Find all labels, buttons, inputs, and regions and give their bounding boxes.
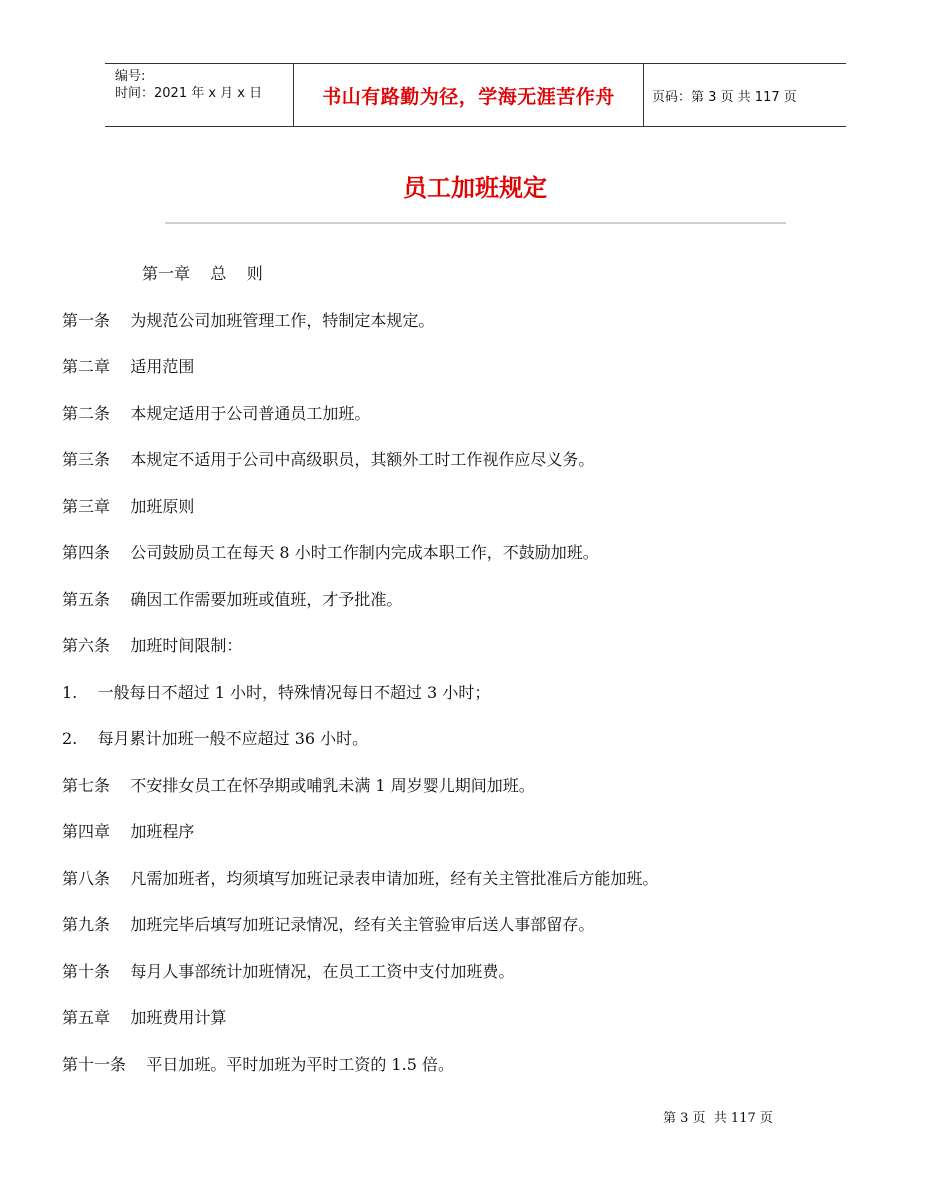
list-item: 2. 每月累计加班一般不应超过 36 小时。: [62, 729, 369, 748]
header-motto: 书山有路勤为径，学海无涯苦作舟: [294, 64, 644, 126]
article-line: 第十条 每月人事部统计加班情况，在员工工资中支付加班费。: [62, 961, 515, 981]
article-line: 第六条 加班时间限制：: [62, 636, 243, 655]
list-item: 1. 一般每日不超过 1 小时，特殊情况每日不超过 3 小时；: [62, 682, 491, 702]
header-page-info: 页码：第 3 页 共 117 页: [652, 89, 797, 105]
page-footer: 第 3 页 共 117 页: [663, 1111, 773, 1126]
article-line: 第三条 本规定不适用于公司中高级职员，其额外工时工作视作应尽义务。: [62, 450, 595, 469]
chapter-heading: 第五章 加班费用计算: [62, 1008, 227, 1027]
header-meta-cell: [105, 64, 294, 126]
chapter-heading: 第三章 加班原则: [62, 496, 195, 516]
article-line: 第八条 凡需加班者，均须填写加班记录表申请加班，经有关主管批准后方能加班。: [62, 868, 659, 888]
document-title: 员工加班规定: [403, 174, 547, 202]
article-line: 第一条 为规范公司加班管理工作，特制定本规定。: [62, 310, 435, 330]
chapter-heading: 第二章 适用范围: [62, 357, 195, 376]
article-line: 第四条 公司鼓励员工在每天 8 小时工作制内完成本职工作，不鼓励加班。: [62, 543, 599, 562]
article-line: 第五条 确因工作需要加班或值班，才予批准。: [62, 589, 403, 609]
title-divider: [165, 222, 786, 224]
header-table: [105, 63, 846, 127]
article-line: 第七条 不安排女员工在怀孕期或哺乳未满 1 周岁婴儿期间加班。: [62, 775, 535, 795]
article-line: 第九条 加班完毕后填写加班记录情况，经有关主管验审后送人事部留存。: [62, 915, 595, 934]
article-line: 第二条 本规定适用于公司普通员工加班。: [62, 403, 371, 423]
chapter-heading: 第一章 总 则: [142, 264, 263, 283]
time-label: 时间：2021 年 x 月 x 日: [115, 86, 263, 101]
article-line: 第十一条 平日加班。平时加班为平时工资的 1.5 倍。: [62, 1054, 454, 1074]
number-label: 编号:: [115, 69, 146, 84]
chapter-heading: 第四章 加班程序: [62, 822, 195, 841]
document-body: [62, 262, 882, 1099]
